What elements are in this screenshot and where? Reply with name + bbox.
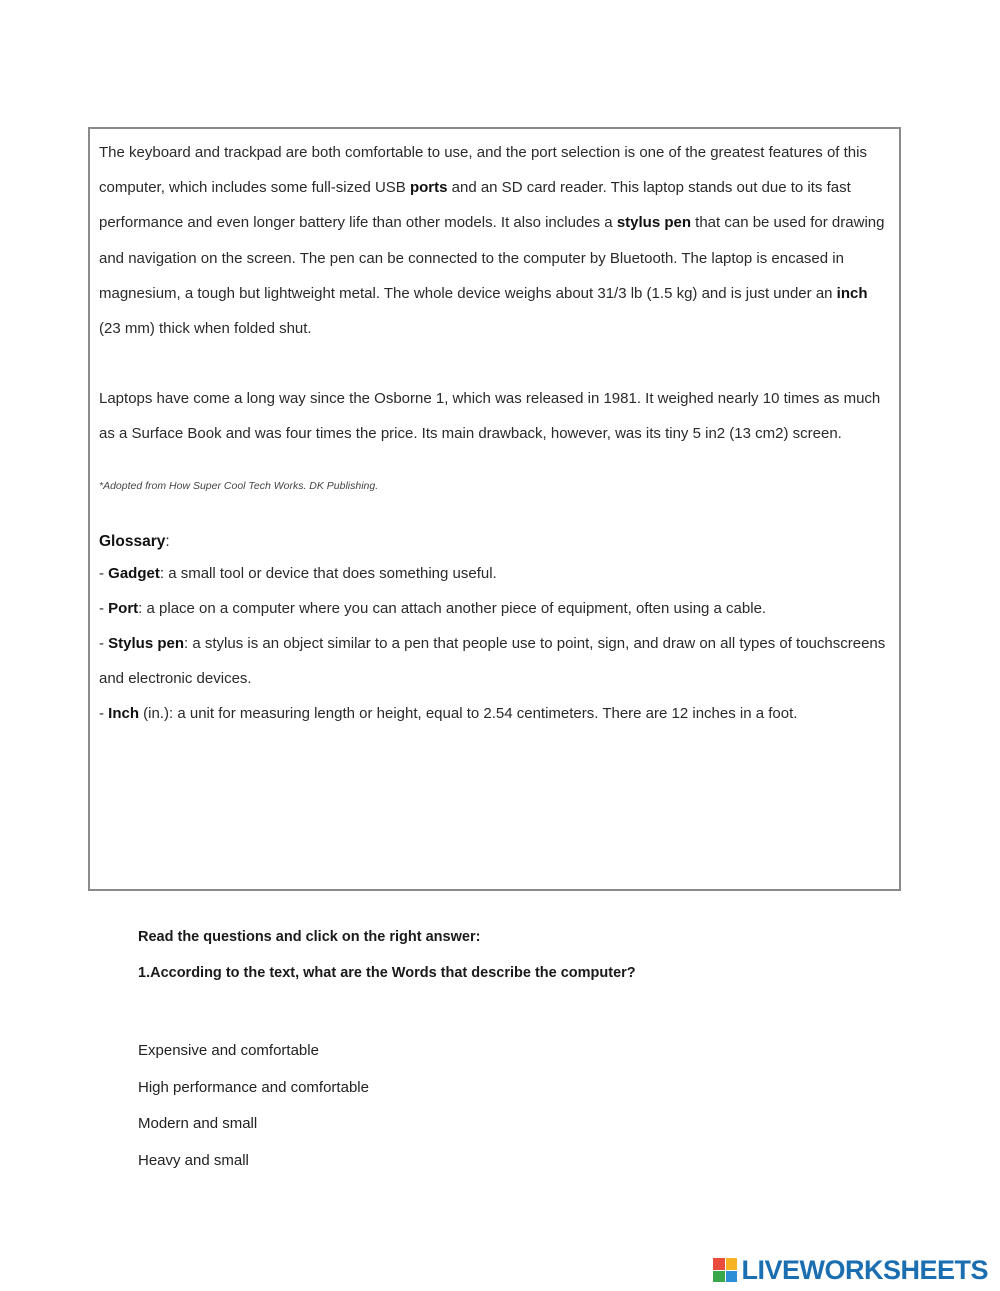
- glossary-list: [99, 556, 889, 732]
- answer-option-4[interactable]: Heavy and small: [138, 1151, 249, 1169]
- glossary-item-stylus-pen: - Stylus pen: a stylus is an object similar to a pen that people use to point, sign, and draw on all types of touchscreens and electronic devices.: [99, 635, 886, 688]
- glossary-item-port: - Port: a place on a computer where you can attach another piece of equipment, often using a cable.: [99, 599, 767, 617]
- glossary-item-gadget: - Gadget: a small tool or device that does something useful.: [99, 564, 497, 582]
- quiz-section: [138, 927, 938, 1187]
- keyword-inch: inch: [836, 284, 868, 302]
- source-credit: *Adopted from How Super Cool Tech Works. DK Publishing.: [99, 479, 379, 492]
- glossary-title: Glossary:: [99, 532, 170, 550]
- passage-paragraph-2: Laptops have come a long way since the Osborne 1, which was released in 1981. It weighed nearly 10 times as much as a Surface Book and was four times the price. Its main drawback, however, was its tiny 5 in2 (13 cm2) screen.: [99, 390, 881, 443]
- answer-option-2[interactable]: High performance and comfortable: [138, 1078, 369, 1096]
- reading-passage: [88, 127, 901, 891]
- glossary-item-inch: - Inch (in.): a unit for measuring length or height, equal to 2.54 centimeters. There are 12 inches in a foot.: [99, 705, 798, 723]
- logo-text: LIVEWORKSHEETS: [741, 1254, 988, 1285]
- answer-option-1[interactable]: Expensive and comfortable: [138, 1042, 319, 1059]
- keyword-stylus-pen: stylus pen: [616, 214, 691, 232]
- quiz-instruction: Read the questions and click on the right answer:: [138, 929, 481, 945]
- passage-paragraph-1: The keyboard and trackpad are both comfortable to use, and the port selection is one of the greatest features of this computer, which includes some full-sized USB ports and an SD card reader. This laptop stands out due to its fast performance and even longer battery life than other models. It also includes a stylus pen that can be used for drawing and navigation on the screen. The pen can be connected to the computer by Bluetooth. The laptop is encased in magnesium, a tough but lightweight metal. The whole device weighs about 31/3 lb (1.5 kg) and is just under an inch (23 mm) thick when folded shut.: [99, 144, 885, 338]
- logo-mark-icon: [713, 1258, 737, 1282]
- answer-options: [138, 1041, 938, 1171]
- keyword-ports: ports: [409, 179, 448, 197]
- answer-option-3[interactable]: Modern and small: [138, 1115, 258, 1132]
- question-1: 1.According to the text, what are the Words that describe the computer?: [138, 965, 636, 981]
- liveworksheets-logo: [713, 1255, 988, 1285]
